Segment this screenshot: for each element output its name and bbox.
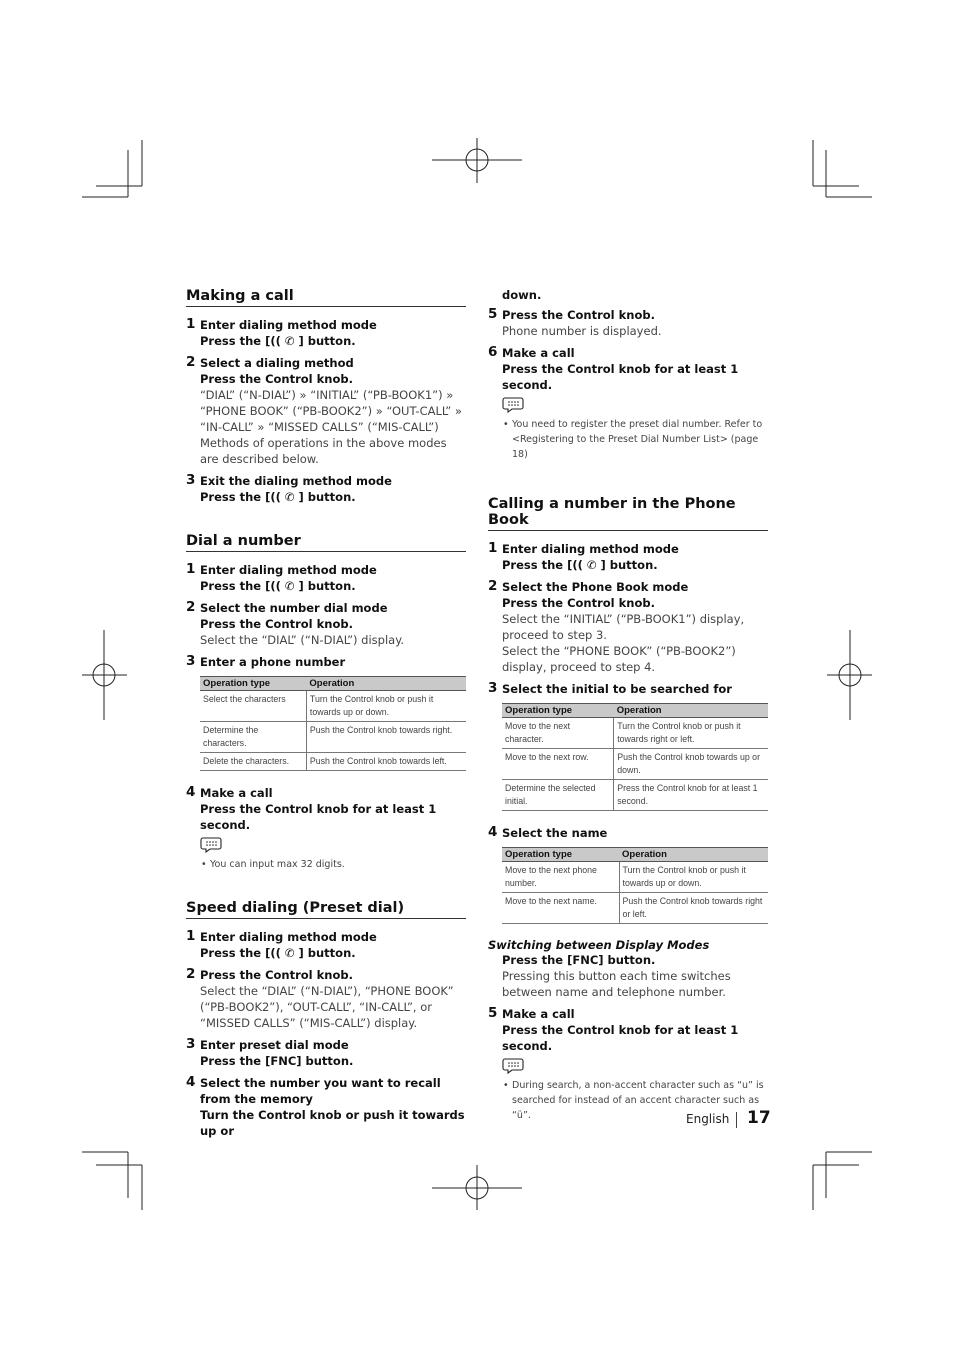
step-instruction: Press the Control knob for at least 1 second. — [502, 1023, 739, 1053]
step-number: 1 — [186, 561, 196, 577]
step-note: Select the “PHONE BOOK” (“PB-BOOK2”) display, proceed to step 4. — [502, 644, 736, 674]
initial-operation-table — [502, 703, 768, 811]
table-row — [200, 753, 466, 771]
step-number: 5 — [488, 306, 498, 322]
speed-step-4-continued — [488, 287, 768, 303]
table-cell: Press the Control knob for at least 1 second. — [614, 780, 768, 811]
note-icon — [502, 1056, 524, 1074]
table-header: Operation — [306, 677, 466, 691]
table-header: Operation type — [502, 704, 614, 718]
book-step-2 — [488, 579, 768, 675]
table-row — [502, 718, 768, 749]
phone-book-heading: Calling a number in the Phone Book — [488, 496, 768, 531]
table-cell: Determine the selected initial. — [502, 780, 614, 811]
table-cell: Turn the Control knob or push it towards up or down. — [306, 691, 466, 722]
step-number: 3 — [186, 472, 196, 488]
step-heading: Exit the dialing method mode — [200, 474, 392, 488]
step-heading: Enter dialing method mode — [502, 542, 679, 556]
step-heading: Enter preset dial mode — [200, 1038, 349, 1052]
table-cell: Move to the next row. — [502, 749, 614, 780]
step-note: Select the “DIAL” (“N-DIAL”) display. — [200, 633, 405, 647]
table-row — [200, 722, 466, 753]
left-column — [186, 288, 466, 1139]
table-cell: Move to the next name. — [502, 893, 619, 924]
step-number: 1 — [186, 316, 196, 332]
name-operation-table — [502, 847, 768, 924]
step-note: Methods of operations in the above modes are described below. — [200, 436, 447, 466]
step-heading: Select a dialing method — [200, 356, 354, 370]
step-instruction: Press the [(( ✆ ] button. — [200, 579, 356, 593]
note-icon — [200, 835, 222, 853]
table-row — [502, 780, 768, 811]
table-cell: Push the Control knob towards right or left. — [619, 893, 768, 924]
step-note: Phone number is displayed. — [502, 324, 662, 338]
speed-dial-heading: Speed dialing (Preset dial) — [186, 900, 466, 919]
making-step-1 — [186, 317, 466, 349]
step-instruction: Press the Control knob. — [200, 617, 353, 631]
step-heading: Press the Control knob. — [502, 308, 655, 322]
note-bullet: • You need to register the preset dial number. Refer to <Registering to the Preset Dial Number List> (page 18) — [502, 417, 768, 462]
note-bullet: • You can input max 32 digits. — [200, 857, 466, 872]
table-cell: Delete the characters. — [200, 753, 306, 771]
step-number: 6 — [488, 344, 498, 360]
table-cell: Push the Control knob towards up or down. — [614, 749, 768, 780]
dial-step-4 — [186, 785, 466, 872]
step-instruction: Press the [FNC] button. — [200, 1054, 354, 1068]
step-number: 3 — [488, 680, 498, 696]
step-heading: Enter dialing method mode — [200, 563, 377, 577]
making-call-heading: Making a call — [186, 288, 466, 307]
dial-number-heading: Dial a number — [186, 533, 466, 552]
table-row — [200, 691, 466, 722]
dial-operation-table — [200, 676, 466, 771]
table-cell: Turn the Control knob or push it towards right or left. — [614, 718, 768, 749]
speed-step-5 — [488, 307, 768, 339]
step-number: 2 — [488, 578, 498, 594]
speed-step-6 — [488, 345, 768, 462]
table-row — [502, 749, 768, 780]
step-number: 2 — [186, 966, 196, 982]
table-cell: Push the Control knob towards left. — [306, 753, 466, 771]
step-heading: Select the name — [502, 826, 608, 840]
footer-divider — [736, 1112, 737, 1128]
table-cell: Turn the Control knob or push it towards up or down. — [619, 862, 768, 893]
step-note: Select the “DIAL” (“N-DIAL”), “PHONE BOOK” (“PB-BOOK2”), “OUT-CALL”, “IN-CALL”, or “MISSED CALLS” (“MIS-CALL”) display. — [200, 984, 454, 1030]
step-number: 5 — [488, 1005, 498, 1021]
speed-step-2 — [186, 967, 466, 1031]
step-heading: Select the initial to be searched for — [502, 682, 732, 696]
step-heading: Enter dialing method mode — [200, 930, 377, 944]
display-modes-text — [488, 952, 768, 1000]
book-step-1 — [488, 541, 768, 573]
footer-language: English — [686, 1112, 730, 1126]
step-instruction: Press the Control knob for at least 1 second. — [502, 362, 739, 392]
step-instruction: Press the [FNC] button. — [502, 953, 656, 967]
dial-step-1 — [186, 562, 466, 594]
step-heading: Make a call — [200, 786, 273, 800]
step-instruction: Press the [(( ✆ ] button. — [502, 558, 658, 572]
step-number: 4 — [488, 824, 498, 840]
step-note: Pressing this button each time switches between name and telephone number. — [502, 969, 731, 999]
table-header: Operation type — [502, 848, 619, 862]
table-header: Operation — [619, 848, 768, 862]
page-number: 17 — [747, 1108, 771, 1128]
step-number: 2 — [186, 599, 196, 615]
speed-step-1 — [186, 929, 466, 961]
step-heading: Make a call — [502, 346, 575, 360]
note-icon — [502, 395, 524, 413]
right-column — [488, 287, 768, 1123]
step-instruction: down. — [502, 288, 542, 302]
step-heading: Select the number you want to recall from the memory — [200, 1076, 441, 1106]
table-cell: Push the Control knob towards right. — [306, 722, 466, 753]
step-heading: Select the Phone Book mode — [502, 580, 689, 594]
making-step-2 — [186, 355, 466, 467]
step-note: Select the “INITIAL” (“PB-BOOK1”) display, proceed to step 3. — [502, 612, 745, 642]
dial-step-2 — [186, 600, 466, 648]
table-header: Operation — [614, 704, 768, 718]
making-step-3 — [186, 473, 466, 505]
step-number: 3 — [186, 653, 196, 669]
table-cell: Determine the characters. — [200, 722, 306, 753]
step-number: 1 — [488, 540, 498, 556]
table-header: Operation type — [200, 677, 306, 691]
step-instruction: Press the Control knob for at least 1 second. — [200, 802, 437, 832]
step-number: 2 — [186, 354, 196, 370]
speed-step-4 — [186, 1075, 466, 1139]
dial-step-3 — [186, 654, 466, 771]
step-instruction: Press the [(( ✆ ] button. — [200, 946, 356, 960]
note-bullet: • During search, a non-accent character such as “u” is searched for instead of an accent character such as “ü”. — [502, 1078, 768, 1123]
step-number: 3 — [186, 1036, 196, 1052]
book-step-3 — [488, 681, 768, 811]
step-heading: Enter a phone number — [200, 655, 346, 669]
step-note: “DIAL” (“N-DIAL”) » “INITIAL” (“PB-BOOK1”) » “PHONE BOOK” (“PB-BOOK2”) » “OUT-CALL” » “IN-CALL” » “MISSED CALLS” (“MIS-CALL”) — [200, 388, 462, 434]
step-number: 4 — [186, 1074, 196, 1090]
step-heading: Press the Control knob. — [200, 968, 353, 982]
book-step-4 — [488, 825, 768, 924]
step-instruction: Press the Control knob. — [200, 372, 353, 386]
table-cell: Select the characters — [200, 691, 306, 722]
step-instruction: Press the [(( ✆ ] button. — [200, 490, 356, 504]
step-instruction: Turn the Control knob or push it towards up or — [200, 1108, 465, 1138]
display-modes-subheading: Switching between Display Modes — [488, 938, 710, 952]
table-cell: Move to the next phone number. — [502, 862, 619, 893]
table-row — [502, 893, 768, 924]
table-row — [502, 862, 768, 893]
step-instruction: Press the [(( ✆ ] button. — [200, 334, 356, 348]
table-cell: Move to the next character. — [502, 718, 614, 749]
step-number: 1 — [186, 928, 196, 944]
step-number: 4 — [186, 784, 196, 800]
speed-step-3 — [186, 1037, 466, 1069]
book-step-5 — [488, 1006, 768, 1123]
step-heading: Select the number dial mode — [200, 601, 388, 615]
step-heading: Make a call — [502, 1007, 575, 1021]
step-instruction: Press the Control knob. — [502, 596, 655, 610]
step-heading: Enter dialing method mode — [200, 318, 377, 332]
